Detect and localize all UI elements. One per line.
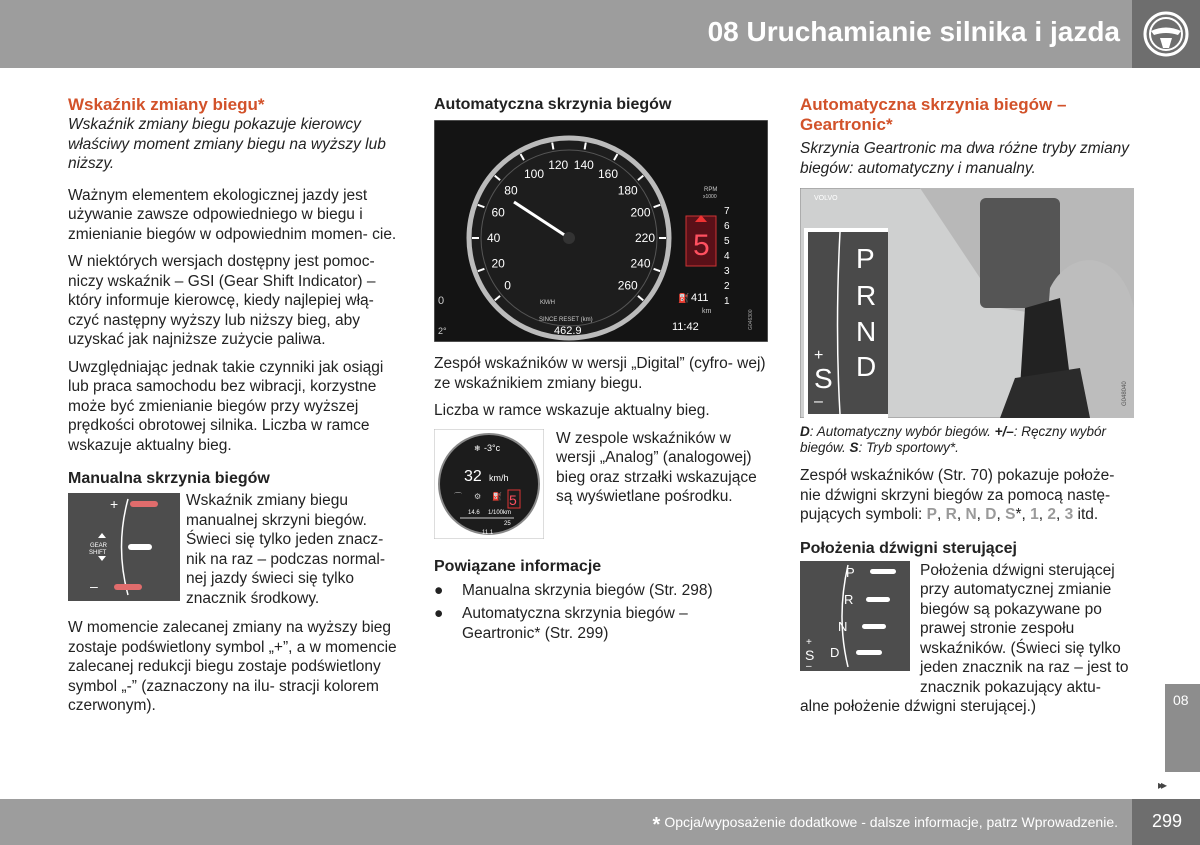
page-number: 299 <box>1151 811 1182 831</box>
kmh-label: KM/H <box>540 300 555 306</box>
speed-tick-label: 180 <box>617 183 638 198</box>
column-3 <box>800 95 1132 717</box>
rpm-tick-label: 6 <box>724 221 730 232</box>
console-r: R <box>856 280 877 311</box>
gsi-paragraph-1: Ważnym elementem ekologicznej jazdy jest używanie zawsze odpowiedniego w biegu i zmienianie biegów w odpowiednim momen- cie. <box>68 186 397 243</box>
gsi-gear-label: GEAR <box>90 543 108 549</box>
gsi-intro: Wskaźnik zmiany biegu pokazuje kierowcy właściwy moment zmiany biegu na wyższy lub niższy. <box>68 116 386 172</box>
range-value: 411 <box>691 292 709 304</box>
pos-s: S <box>805 646 815 663</box>
analog-cons-value-2: 25 <box>504 520 511 527</box>
clock-value: 11:42 <box>672 321 699 333</box>
gsi-paragraph-4: W momencie zalecanej zmiany na wyższy bieg zostaje podświetlony symbol „+”, a w momencie zalecanej redukcji biegu zostaje podświetlony symbol „-” (zaznaczony na ilu- stracji kolorem czerwonym). <box>68 619 397 714</box>
manual-text: Wskaźnik zmiany biegu manualnej skrzyni biegów. Świeci się tylko jeden znacz- nik na raz – podczas normal- nej jazdy świeci się tylko znacznik środkowy. <box>186 492 386 607</box>
geartronic-heading: Automatyczna skrzynia biegów – Geartronic* <box>800 95 1067 134</box>
console-plus: + <box>814 347 824 364</box>
console-n: N <box>856 316 877 347</box>
cluster-image-code: G046300 <box>748 309 754 330</box>
speed-tick-label: 260 <box>617 278 638 293</box>
gsi-down-marker <box>114 584 142 590</box>
lever-positions-figure <box>800 561 910 671</box>
related-item[interactable] <box>434 581 769 601</box>
rpm-tick-label: 7 <box>724 206 730 217</box>
positions-heading: Położenia dźwigni sterującej <box>800 539 1017 557</box>
analog-fuel-icon: ⛽ <box>492 491 502 501</box>
digital-caption-2: Liczba w ramce wskazuje aktualny bieg. <box>434 402 710 419</box>
gsi-middle-marker <box>128 544 152 550</box>
page-header <box>0 0 1200 68</box>
speed-tick-label: 140 <box>573 158 594 173</box>
speed-tick-label: 120 <box>548 158 569 173</box>
column-1 <box>68 95 400 716</box>
analog-cons-unit: 1/100km <box>488 509 512 516</box>
footnote-star: * <box>652 814 661 836</box>
chapter-title: 08 Uruchamianie silnika i jazda <box>707 16 1120 47</box>
since-reset-label: SINCE RESET (km) <box>539 317 593 323</box>
speed-tick-label: 20 <box>491 256 505 271</box>
related-link-1[interactable]: Manualna skrzynia biegów (Str. 298) <box>462 581 713 599</box>
analog-speed: 32 <box>464 467 482 485</box>
manual-heading: Manualna skrzynia biegów <box>68 470 270 487</box>
gsi-plus-symbol: + <box>110 496 119 512</box>
rpm-tick-label: 5 <box>724 236 730 247</box>
speed-tick-label: 220 <box>635 231 656 245</box>
speed-tick <box>585 143 586 150</box>
gear-shift-indicator-figure <box>68 493 180 601</box>
auto-heading: Automatyczna skrzynia biegów <box>434 96 672 113</box>
footer-note <box>653 814 1118 837</box>
analog-text: W zespole wskaźników w wersji „Analog” (analogowej) bieg oraz strzałki wskazujące są wyświetlane pośrodku. <box>556 429 757 505</box>
digital-caption: Zespół wskaźników w wersji „Digital” (cyfro- wej) ze wskaźnikiem zmiany biegu. <box>434 355 766 392</box>
chapter-tab-label: 08 <box>1173 692 1189 708</box>
analog-cluster-figure <box>434 429 544 539</box>
fuel-empty-label: 0 <box>438 295 445 307</box>
footnote-text: Opcja/wyposażenie dodatkowe - dalsze informacje, patrz Wprowadzenie. <box>664 814 1118 830</box>
rpm-label: RPM <box>704 187 718 193</box>
trip-value: 462.9 <box>554 325 582 337</box>
page-footer <box>0 799 1200 845</box>
analog-wiper-icon: ⌒ <box>454 491 462 501</box>
gear-lever-photo <box>800 188 1134 418</box>
analog-gear-value: 5 <box>509 491 517 508</box>
geartronic-paragraph: Zespół wskaźników (Str. 70) pokazuje położe- nie dźwigni skrzyni biegów za pomocą nastę- pujących symboli: P, R, N, D, S*, 1, 2, 3 itd. <box>800 467 1115 523</box>
speed-tick-label: 240 <box>630 256 651 271</box>
gsi-paragraph-2: W niektórych wersjach dostępny jest pomoc- niczy wskaźnik – GSI (Gear Shift Indicator) – który informuje kierowcę, kiedy najlepiej włą- czyć następny wyższy lub niższy bieg, aby uzyskać jak najniższe zużycie paliwa. <box>68 253 376 348</box>
volvo-logo: VOLVO <box>814 195 838 202</box>
range-unit: km <box>702 308 712 315</box>
rpm-unit: x1000 <box>703 194 717 200</box>
gsi-minus-symbol: – <box>90 578 98 594</box>
geartronic-intro: Skrzynia Geartronic ma dwa różne tryby zmiany biegów: automatyczny i manualny. <box>800 140 1130 177</box>
rpm-tick-label: 1 <box>724 296 730 307</box>
rpm-tick-label: 4 <box>724 251 730 262</box>
console-p: P <box>856 243 875 274</box>
analog-temp: -3°c <box>484 442 501 453</box>
pos-n: N <box>838 618 848 634</box>
gsi-shift-label: SHIFT <box>89 550 107 556</box>
pos-d: D <box>830 644 840 660</box>
temp-value: 2° <box>438 326 447 336</box>
snowflake-icon: ❄ <box>474 443 481 453</box>
next-page-arrows-icon: ▸▸ <box>1158 778 1165 792</box>
speed-tick-label: 200 <box>630 205 651 220</box>
lever-caption: D: Automatyczny wybór biegów. +/–: Ręczny wybór biegów. S: Tryb sportowy*. <box>800 424 1107 455</box>
pos-p: P <box>846 564 855 580</box>
console-minus: – <box>814 393 823 410</box>
speed-tick-label: 40 <box>487 231 501 245</box>
rpm-tick-label: 2 <box>724 281 730 292</box>
related-link-2[interactable]: Automatyczna skrzynia biegów – Geartronic* (Str. 299) <box>462 605 688 642</box>
analog-engine-icon: ⚙ <box>474 491 482 501</box>
digital-cluster-photo <box>434 120 768 342</box>
pos-minus: – <box>806 660 812 671</box>
speed-tick-label: 160 <box>598 166 619 181</box>
speed-tick <box>552 143 553 150</box>
column-2 <box>434 95 769 643</box>
speed-tick-label: 0 <box>504 278 511 293</box>
gsi-heading: Wskaźnik zmiany biegu* <box>68 95 265 114</box>
lever-image-code: G048040 <box>1122 381 1128 406</box>
rpm-tick-label: 3 <box>724 266 730 277</box>
positions-text: Położenia dźwigni sterującej przy automatycznej zmianie biegów są pokazywane po prawej stronie zespołu wskaźników. (Świeci się tylko jeden znacznik na raz – jest to znacznik pokazujący aktu- <box>920 561 1129 696</box>
gsi-paragraph-3: Uwzględniając jednak takie czynniki jak osiągi lub praca samochodu bez wibracji, korzystne może być zmienianie biegów przy wyższej prędkości obrotowej silnika. Liczba w ramce wskazuje aktualny bieg. <box>68 358 384 454</box>
related-item[interactable] <box>434 604 769 643</box>
speed-tick-label: 100 <box>524 166 545 181</box>
analog-cons-value-3: 11.1 <box>482 529 494 536</box>
speed-tick-label: 60 <box>491 205 505 220</box>
related-heading: Powiązane informacje <box>434 557 602 575</box>
analog-cons-value-1: 14.6 <box>468 509 480 516</box>
speed-tick-label: 80 <box>504 183 518 198</box>
fuel-pump-icon: ⛽ <box>678 293 690 303</box>
chapter-icon-box <box>1132 0 1200 68</box>
console-d: D <box>856 351 877 382</box>
console-s: S <box>814 363 833 394</box>
gsi-up-marker <box>130 501 158 507</box>
digital-gear-value: 5 <box>693 229 710 262</box>
bullet-icon: ● <box>434 605 444 622</box>
positions-text-end: alne położenie dźwigni sterującej.) <box>800 698 1037 715</box>
bullet-icon: ● <box>434 581 444 599</box>
analog-speed-unit: km/h <box>489 472 509 483</box>
pos-plus: + <box>806 636 812 648</box>
pos-r: R <box>844 591 854 607</box>
steering-wheel-icon <box>1132 0 1200 68</box>
